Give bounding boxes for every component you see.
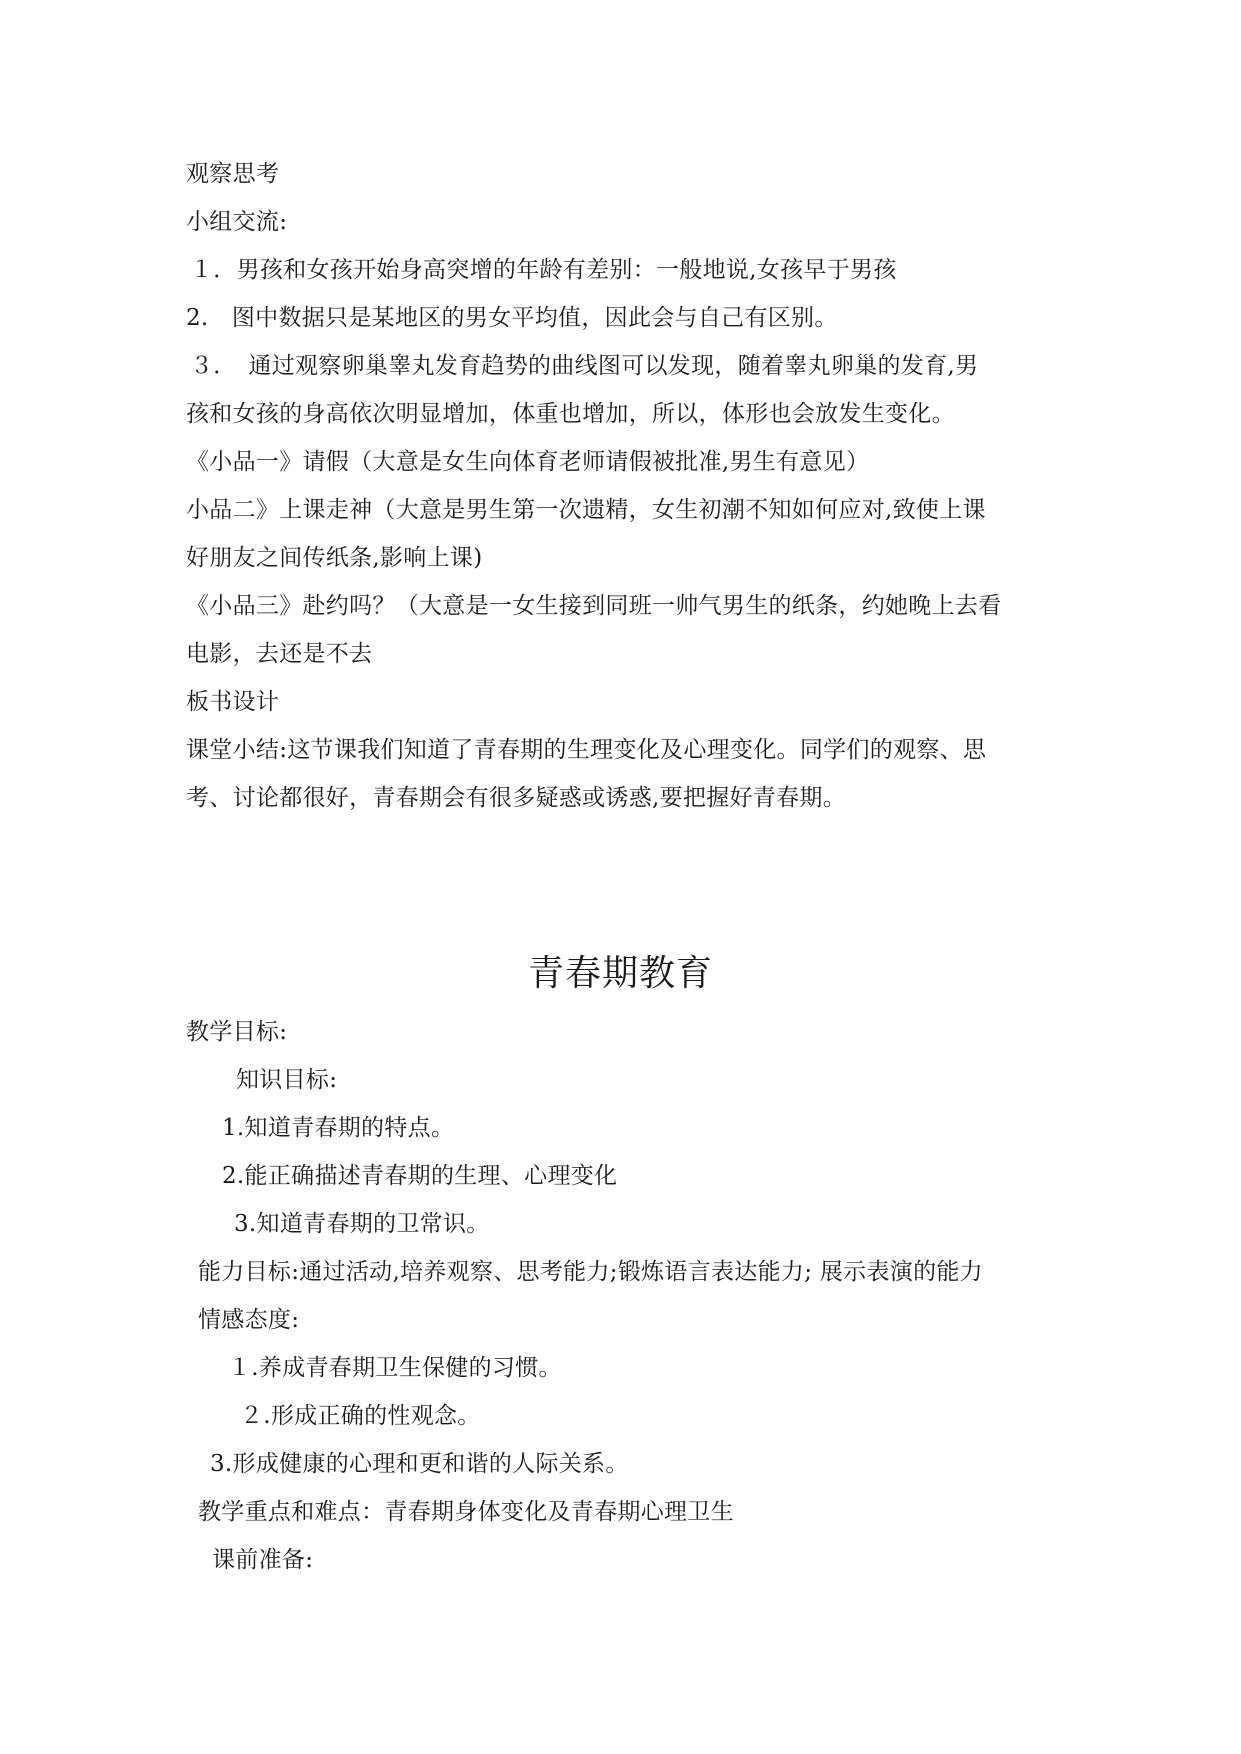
observe-heading: 观察思考 bbox=[186, 161, 280, 187]
summary-line-2: 考、讨论都很好，青春期会有很多疑惑或诱惑,要把握好青春期。 bbox=[186, 785, 847, 811]
skit-3-line-2: 电影，去还是不去 bbox=[186, 641, 373, 667]
key-points: 教学重点和难点：青春期身体变化及青春期心理卫生 bbox=[198, 1499, 734, 1525]
skit-3-line-1: 《小品三》赴约吗？（大意是一女生接到同班一帅气男生的纸条，约她晚上去看 bbox=[186, 593, 1002, 619]
point-1: １．男孩和女孩开始身高突增的年龄有差别：一般地说,女孩早于男孩 bbox=[190, 257, 897, 283]
summary-line-1: 课堂小结:这节课我们知道了青春期的生理变化及心理变化。同学们的观察、思 bbox=[186, 737, 987, 763]
attitude-item-2: ２.形成正确的性观念。 bbox=[240, 1403, 481, 1429]
point-2: 2. 图中数据只是某地区的男女平均值，因此会与自己有区别。 bbox=[186, 305, 838, 331]
skit-2-line-1: 小品二》上课走神（大意是男生第一次遗精，女生初潮不知如何应对,致使上课 bbox=[186, 497, 986, 523]
group-heading: 小组交流: bbox=[186, 209, 288, 235]
attitude-item-3: 3.形成健康的心理和更和谐的人际关系。 bbox=[210, 1451, 629, 1477]
skit-1: 《小品一》请假（大意是女生向体育老师请假被批准,男生有意见） bbox=[186, 449, 870, 475]
attitude-heading: 情感态度: bbox=[198, 1307, 300, 1333]
point-3-line-2: 孩和女孩的身高依次明显增加，体重也增加，所以，体形也会放发生变化。 bbox=[186, 401, 955, 427]
knowledge-item-2: 2.能正确描述青春期的生理、心理变化 bbox=[222, 1163, 618, 1189]
preparation-heading: 课前准备: bbox=[212, 1547, 314, 1573]
goals-heading: 教学目标: bbox=[186, 1019, 288, 1045]
knowledge-item-3: 3.知道青春期的卫常识。 bbox=[234, 1211, 490, 1237]
point-3-line-1: ３． 通过观察卵巢睾丸发育趋势的曲线图可以发现，随着睾丸卵巢的发育,男 bbox=[190, 353, 979, 379]
knowledge-item-1: 1.知道青春期的特点。 bbox=[222, 1115, 455, 1141]
lesson-title: 青春期教育 bbox=[527, 953, 713, 994]
knowledge-heading: 知识目标: bbox=[236, 1067, 338, 1093]
attitude-item-1: １.养成青春期卫生保健的习惯。 bbox=[228, 1355, 562, 1381]
board-design-heading: 板书设计 bbox=[186, 689, 280, 715]
skit-2-line-2: 好朋友之间传纸条,影响上课) bbox=[186, 545, 483, 571]
ability-goal: 能力目标:通过活动,培养观察、思考能力;锻炼语言表达能力; 展示表演的能力 bbox=[198, 1259, 983, 1285]
